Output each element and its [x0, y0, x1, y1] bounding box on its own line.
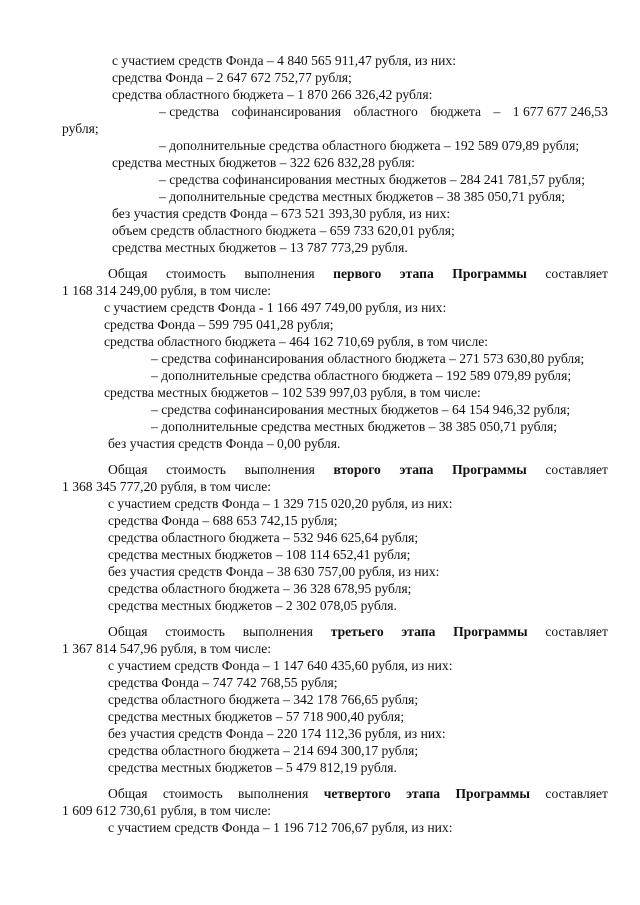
text-fragment: этапа — [399, 462, 434, 477]
text-line: – дополнительные средства местных бюджетов – 38 385 050,71 рубля; — [151, 419, 558, 434]
text-line: – средства софинансирования местных бюджетов – 284 241 781,57 рубля; — [159, 172, 585, 187]
text-line: – дополнительные средства областного бюджета – 192 589 079,89 рубля; — [159, 138, 580, 153]
text-fragment: выполнения — [244, 266, 315, 281]
text-fragment: Общая — [108, 462, 148, 477]
text-fragment: составляет — [545, 786, 608, 801]
stage-name: второго — [333, 462, 381, 477]
program-word: Программы — [455, 786, 531, 801]
text-line: средства областного бюджета – 36 328 678,95 рубля; — [108, 581, 412, 596]
text-fragment: этапа — [406, 786, 441, 801]
text-line: без участия средств Фонда – 673 521 393,30 рубля, из них: — [112, 206, 451, 221]
text-fragment: составляет — [545, 624, 608, 639]
stage-total: 1 367 814 547,96 рубля, в том числе: — [62, 641, 272, 656]
text-line: без участия средств Фонда – 0,00 рубля. — [108, 436, 341, 451]
text-line: объем средств областного бюджета – 659 733 620,01 рубля; — [112, 223, 455, 238]
text-line: средства областного бюджета – 464 162 710,69 рубля, в том числе: — [104, 334, 489, 349]
text-line: средства местных бюджетов – 2 302 078,05 рубля. — [108, 598, 397, 613]
text-fragment: стоимость — [162, 786, 223, 801]
text-line: без участия средств Фонда – 38 630 757,00 рубля, из них: — [108, 564, 440, 579]
stage-4-heading — [108, 785, 608, 802]
text-line: средства местных бюджетов – 13 787 773,29 рубля. — [112, 240, 408, 255]
text-fragment: этапа — [401, 624, 436, 639]
text-line: рубля; — [62, 121, 99, 136]
text-line: с участием средств Фонда – 4 840 565 911,47 рубля, из них: — [112, 53, 456, 68]
text-line: средства Фонда – 747 742 768,55 рубля; — [108, 675, 338, 690]
text-fragment: выполнения — [244, 462, 315, 477]
text-fragment: – — [493, 104, 501, 119]
text-line: с участием средств Фонда – 1 147 640 435,60 рубля, из них: — [108, 658, 453, 673]
text-line: с участием средств Фонда – 1 329 715 020,20 рубля, из них: — [108, 496, 453, 511]
text-fragment: софинансирования — [231, 104, 342, 119]
text-line: – дополнительные средства областного бюджета – 192 589 079,89 рубля; — [151, 368, 572, 383]
text-fragment: стоимость — [166, 462, 226, 477]
text-fragment: стоимость — [166, 266, 226, 281]
text-line: средства местных бюджетов – 108 114 652,41 рубля; — [108, 547, 411, 562]
text-line: – дополнительные средства местных бюджетов – 38 385 050,71 рубля; — [159, 189, 566, 204]
text-line: средства Фонда – 688 653 742,15 рубля; — [108, 513, 338, 528]
text-fragment: бюджета — [430, 104, 481, 119]
text-line: с участием средств Фонда – 1 196 712 706,67 рубля, из них: — [108, 820, 453, 835]
text-fragment: – средства — [159, 104, 220, 119]
text-line: без участия средств Фонда – 220 174 112,36 рубля, из них: — [108, 726, 446, 741]
stage-3-heading — [108, 623, 608, 640]
stage-2-heading — [108, 461, 608, 478]
stage-total: 1 609 612 730,61 рубля, в том числе: — [62, 803, 272, 818]
text-line: средства местных бюджетов – 5 479 812,19 рубля. — [108, 760, 397, 775]
text-line: средства областного бюджета – 1 870 266 326,42 рубля: — [112, 87, 433, 102]
stage-name: третьего — [330, 624, 384, 639]
text-line — [159, 103, 608, 120]
text-line: средства областного бюджета – 532 946 625,64 рубля; — [108, 530, 419, 545]
text-fragment: 1 677 677 246,53 — [512, 104, 608, 119]
text-fragment: Общая — [108, 624, 148, 639]
text-fragment: выполнения — [238, 786, 309, 801]
program-word: Программы — [452, 462, 527, 477]
text-fragment: стоимость — [165, 624, 225, 639]
text-line: средства местных бюджетов – 322 626 832,28 рубля: — [112, 155, 415, 170]
text-fragment: Общая — [108, 786, 148, 801]
stage-name: первого — [333, 266, 382, 281]
stage-1-heading — [108, 265, 608, 282]
text-line: средства местных бюджетов – 102 539 997,03 рубля, в том числе: — [104, 385, 481, 400]
text-line: средства Фонда – 2 647 672 752,77 рубля; — [112, 70, 352, 85]
stage-total: 1 168 314 249,00 рубля, в том числе: — [62, 283, 272, 298]
stage-name: четвертого — [323, 786, 391, 801]
text-line: средства местных бюджетов – 57 718 900,40 рубля; — [108, 709, 405, 724]
program-word: Программы — [452, 266, 527, 281]
program-word: Программы — [453, 624, 528, 639]
text-line: средства областного бюджета – 342 178 766,65 рубля; — [108, 692, 419, 707]
text-line: средства областного бюджета – 214 694 300,17 рубля; — [108, 743, 419, 758]
stage-total: 1 368 345 777,20 рубля, в том числе: — [62, 479, 272, 494]
text-line: средства Фонда – 599 795 041,28 рубля; — [104, 317, 334, 332]
text-line: – средства софинансирования местных бюджетов – 64 154 946,32 рубля; — [151, 402, 571, 417]
text-fragment: этапа — [399, 266, 434, 281]
text-fragment: Общая — [108, 266, 148, 281]
text-line: с участием средств Фонда - 1 166 497 749,00 рубля, из них: — [104, 300, 447, 315]
text-fragment: составляет — [545, 266, 608, 281]
text-fragment: выполнения — [242, 624, 314, 639]
text-fragment: составляет — [545, 462, 608, 477]
text-line: – средства софинансирования областного бюджета – 271 573 630,80 рубля; — [151, 351, 585, 366]
text-fragment: областного — [353, 104, 418, 119]
